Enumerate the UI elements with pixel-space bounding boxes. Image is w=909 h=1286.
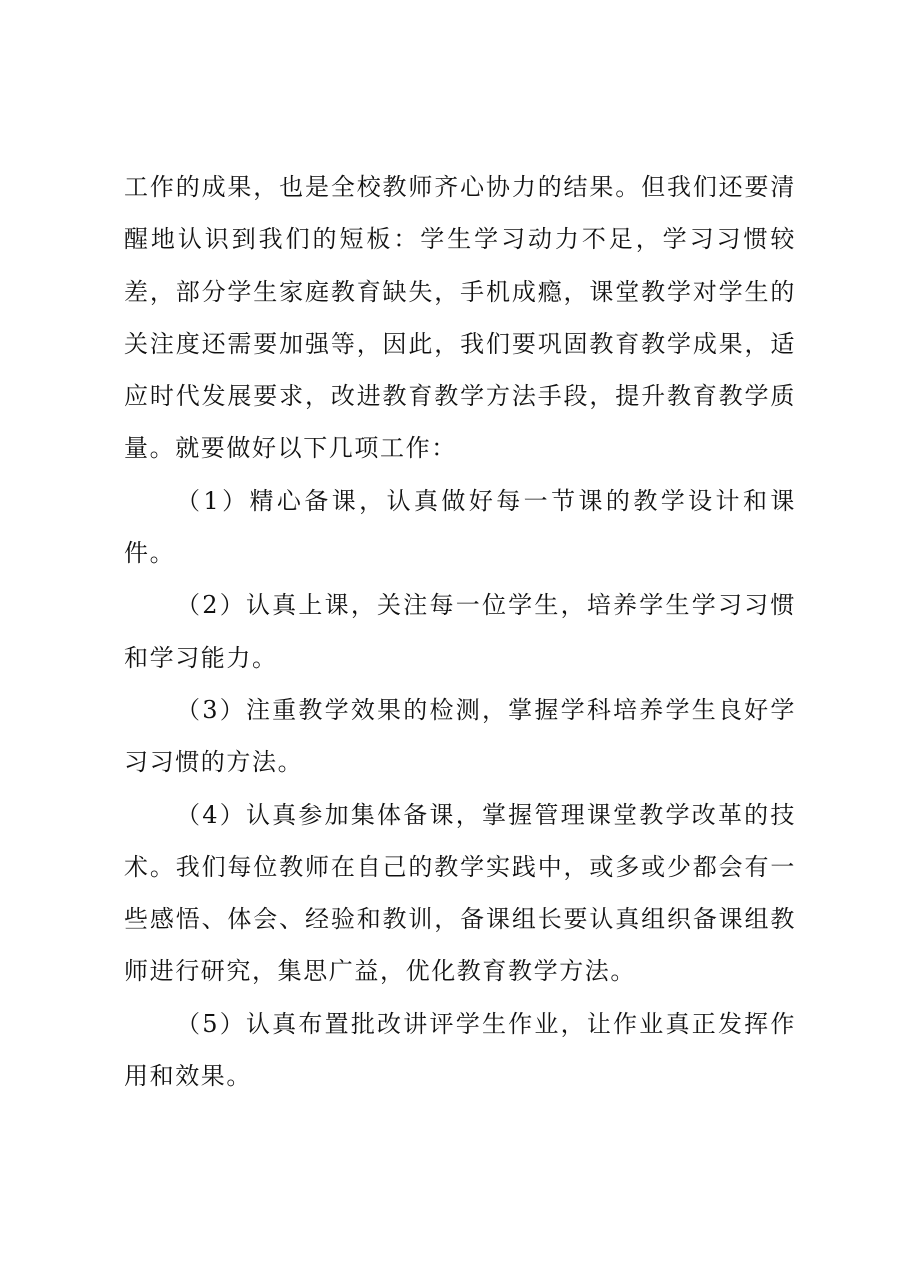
paragraph-intro: 工作的成果，也是全校教师齐心协力的结果。但我们还要清醒地认识到我们的短板：学生学习动力不足，学习习惯较差，部分学生家庭教育缺失，手机成瘾，课堂教学对学生的关注度还需要加强等，因此，我们要巩固教育教学成果，适应时代发展要求，改进教育教学方法手段，提升教育教学质量。就要做好以下几项工作： <box>124 173 796 463</box>
paragraph-item-5: （5）认真布置批改讲评学生作业，让作业真正发挥作用和效果。 <box>124 1009 796 1091</box>
paragraph-item-2: （2）认真上课，关注每一位学生，培养学生学习习惯和学习能力。 <box>124 591 796 672</box>
paragraph-item-4: （4）认真参加集体备课，掌握管理课堂教学改革的技术。我们每位教师在自己的教学实践中，或多或少都会有一些感悟、体会、经验和教训，备课组长要认真组织备课组教师进行研究，集思广益，优化教育教学方法。 <box>124 800 796 986</box>
paragraph-item-3: （3）注重教学效果的检测，掌握学科培养学生良好学习习惯的方法。 <box>124 695 796 777</box>
paragraph-item-1: （1）精心备课，认真做好每一节课的教学设计和课件。 <box>124 486 796 568</box>
body-text <box>124 161 796 1102</box>
